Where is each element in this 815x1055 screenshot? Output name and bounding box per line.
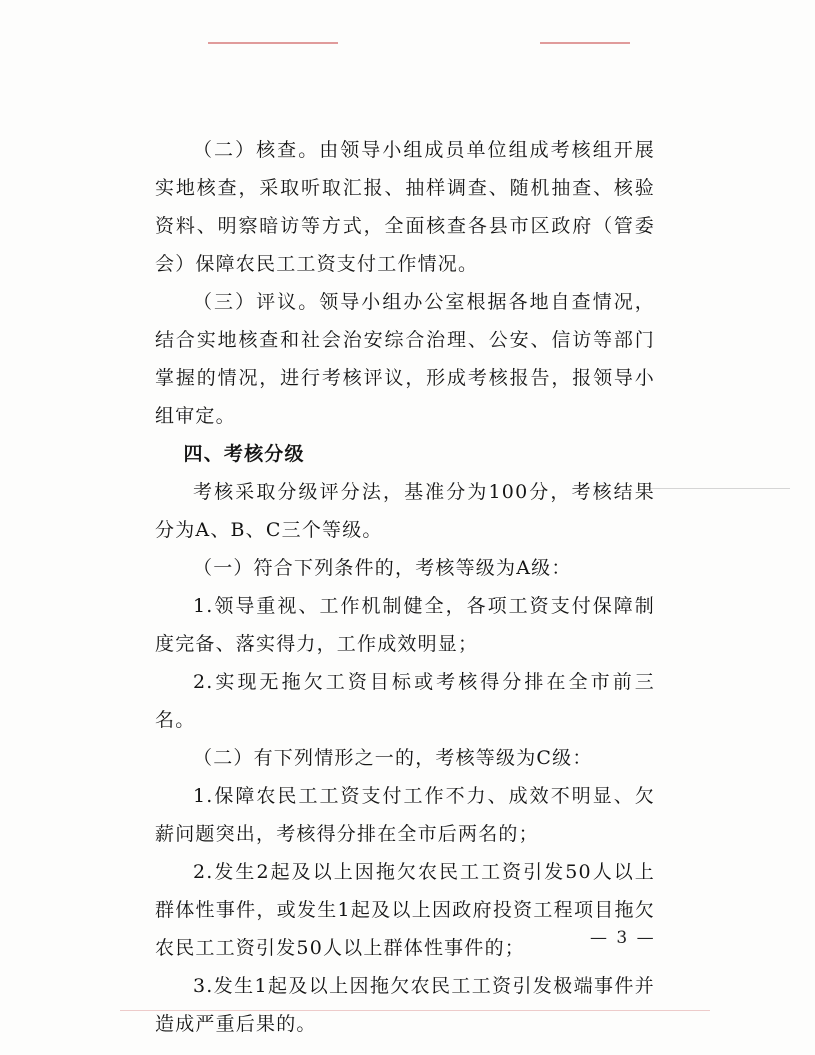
paragraph-grade-c-intro: （二）有下列情形之一的，考核等级为C级：	[193, 747, 593, 769]
paragraph-grade-c-item-2: 2.发生2起及以上因拖欠农民工工资引发50人以上群体性事件，或发生1起及以上因政府投资工程项目拖欠农民工工资引发50人以上群体性事件的；	[155, 861, 655, 959]
top-edge-mark-left	[208, 42, 338, 44]
top-edge-mark-right	[540, 42, 630, 44]
paragraph-grade-a-item-2: 2.实现无拖欠工资目标或考核得分排在全市前三名。	[155, 671, 655, 731]
paragraph-grade-a-intro: （一）符合下列条件的，考核等级为A级：	[193, 557, 572, 579]
paragraph-evaluation: （三）评议。领导小组办公室根据各地自查情况，结合实地核查和社会治安综合治理、公安、信访等部门掌握的情况，进行考核评议，形成考核报告，报领导小组审定。	[155, 291, 655, 427]
paragraph-grade-a-item-1: 1.领导重视、工作机制健全，各项工资支付保障制度完备、落实得力，工作成效明显；	[155, 595, 655, 655]
page-number: — 3 —	[590, 928, 656, 948]
paragraph-grade-c-item-1: 1.保障农民工工资支付工作不力、成效不明显、欠薪问题突出，考核得分排在全市后两名的；	[155, 785, 655, 845]
bottom-edge-mark	[120, 1010, 710, 1011]
section-heading-grading: 四、考核分级	[183, 443, 305, 465]
paragraph-verification: （二）核查。由领导小组成员单位组成考核组开展实地核查，采取听取汇报、抽样调查、随机抽查、核验资料、明察暗访等方式，全面核查各县市区政府（管委会）保障农民工工资支付工作情况。	[155, 139, 655, 275]
paragraph-grade-c-item-3: 3.发生1起及以上因拖欠农民工工资引发极端事件并造成严重后果的。	[155, 975, 655, 1035]
paragraph-grading-method: 考核采取分级评分法，基准分为100分，考核结果分为A、B、C三个等级。	[155, 481, 655, 541]
body-text	[155, 131, 655, 1043]
bleed-through-line	[650, 488, 790, 489]
